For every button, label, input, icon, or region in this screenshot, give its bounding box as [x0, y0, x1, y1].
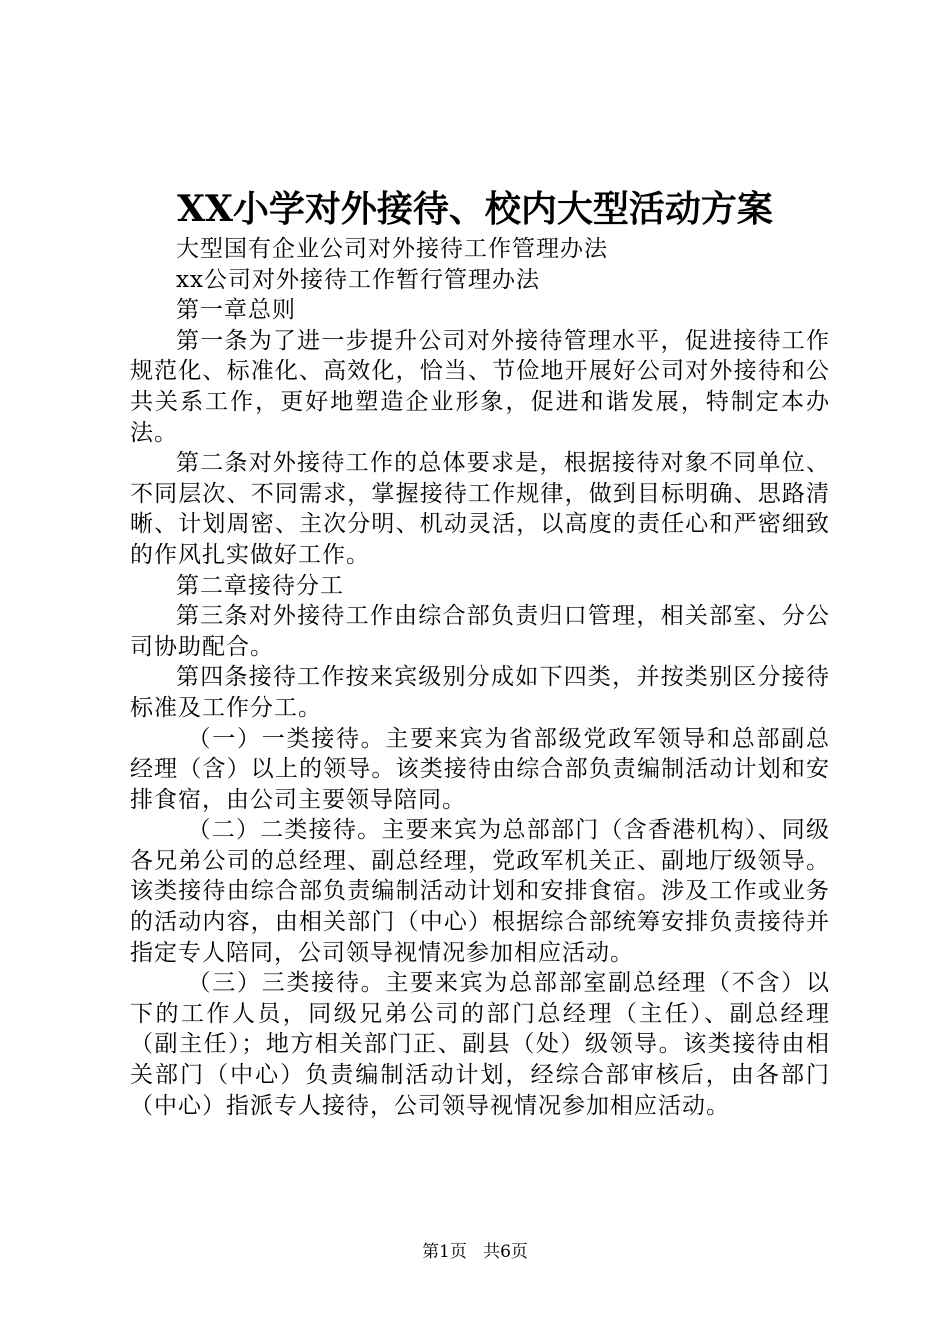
page-footer	[0, 1240, 950, 1264]
paragraph-2: xx公司对外接待工作暂行管理办法	[176, 266, 540, 293]
paragraph-category-1: （一）一类接待。主要来宾为省部级党政军领导和总部副总经理（含）以上的领导。该类接待由综合部负责编制活动计划和安排食宿，由公司主要领导陪同。	[130, 725, 830, 813]
paragraph-category-3: （三）三类接待。主要来宾为总部部室副总经理（不含）以下的工作人员，同级兄弟公司的部门总经理（主任）、副总经理（副主任）；地方相关部门正、副县（处）级领导。该类接待由相关部门（中心）负责编制活动计划，经综合部审核后，由各部门（中心）指派专人接待，公司领导视情况参加相应活动。	[130, 970, 830, 1119]
page-total-label: 共6页	[483, 1242, 528, 1262]
paragraph-1: 大型国有企业公司对外接待工作管理办法	[176, 236, 608, 262]
paragraph-article-1: 第一条为了进一步提升公司对外接待管理水平，促进接待工作规范化、标准化、高效化，恰当、节俭地开展好公司对外接待和公共关系工作，更好地塑造企业形象，促进和谐发展，特制定本办法。	[130, 327, 830, 446]
paragraph-category-2: （二）二类接待。主要来宾为总部部门（含香港机构）、同级各兄弟公司的总经理、副总经理，党政军机关正、副地厅级领导。该类接待由综合部负责编制活动计划和安排食宿。涉及工作或业务的活动内容，由相关部门（中心）根据综合部统筹安排负责接待并指定专人陪同，公司领导视情况参加相应活动。	[130, 817, 830, 966]
page-number: 第1页	[422, 1242, 467, 1262]
document-body	[130, 234, 830, 1121]
chapter-heading-1: 第一章总则	[176, 297, 296, 324]
paragraph-article-3: 第三条对外接待工作由综合部负责归口管理，相关部室、分公司协助配合。	[130, 603, 830, 660]
document-title: XX小学对外接待、校内大型活动方案	[177, 188, 773, 230]
paragraph-article-4: 第四条接待工作按来宾级别分成如下四类，并按类别区分接待标准及工作分工。	[130, 664, 830, 721]
chapter-heading-2: 第二章接待分工	[176, 572, 344, 599]
page-total	[472, 1242, 528, 1262]
paragraph-article-2: 第二条对外接待工作的总体要求是，根据接待对象不同单位、不同层次、不同需求，掌握接待工作规律，做到目标明确、思路清晰、计划周密、主次分明、机动灵活，以高度的责任心和严密细致的作风扎实做好工作。	[130, 450, 830, 568]
